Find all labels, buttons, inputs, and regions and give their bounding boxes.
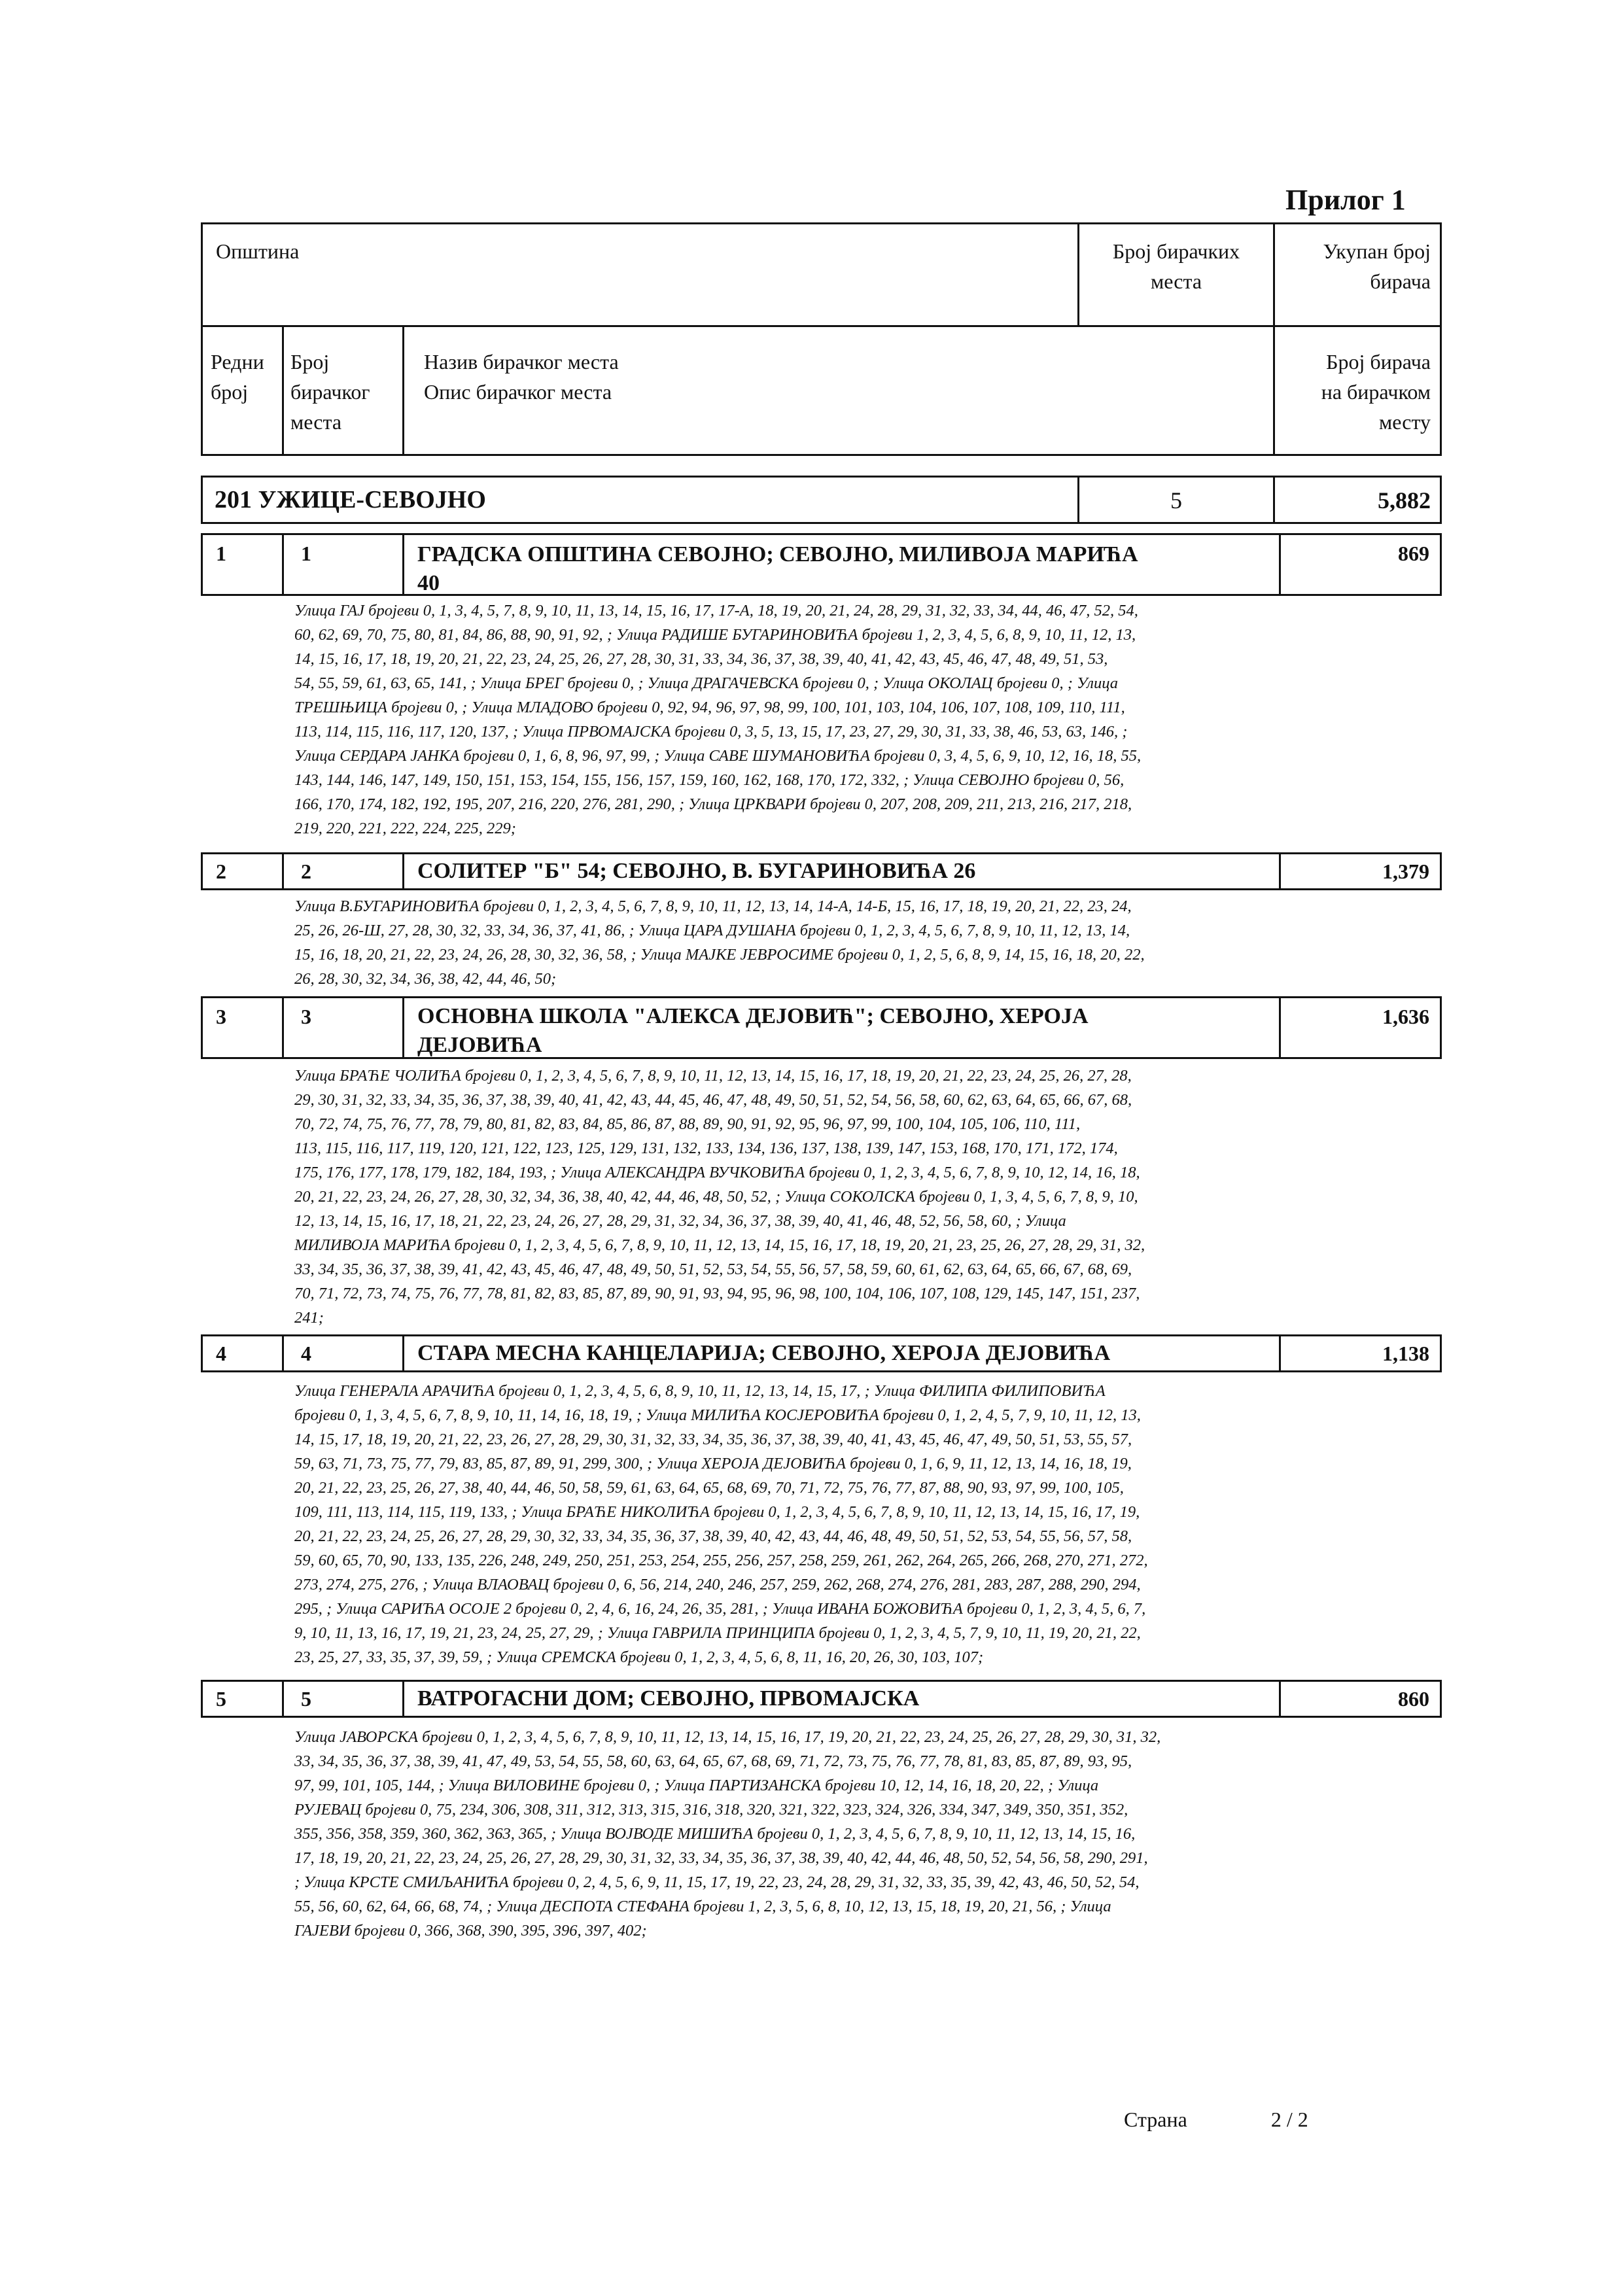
header-ordinal-label-1: Редни — [211, 350, 264, 374]
header-total-voters-label-2: бирача — [1370, 270, 1431, 293]
station-row — [201, 1680, 1442, 1718]
station-row — [201, 1334, 1442, 1372]
municipality-name: 201 УЖИЦЕ-СЕВОЈНО — [215, 486, 486, 513]
station-voters: 1,379 — [1382, 860, 1429, 883]
station-row — [201, 533, 1442, 596]
page-number: 2 / 2 — [1270, 2108, 1308, 2131]
station-ordinal: 3 — [216, 1005, 226, 1028]
station-number: 5 — [301, 1687, 311, 1711]
station-name: ВАТРОГАСНИ ДОМ; СЕВОЈНО, ПРВОМАЈСКА — [417, 1686, 920, 1711]
station-description: Улица БРАЋЕ ЧОЛИЋА бројеви 0, 1, 2, 3, 4, 5, 6, 7, 8, 9, 10, 11, 12, 13, 14, 15, 16, 17, 18, 19, 20, 21, 22, 23, 24, 25, 26, 27, 28, 29, 30, 31, 32, 33, 34, 35, 36, 37, 38, 39, 40, 41, 42, 43, 44, 45, 46, 47, 48, 49, 50, 51, 52, 54, 56, 58, 60, 62, 63, 64, 65, 66, 67, 68, 70, 72, 74, 75, 76, 77, 78, 79, 80, 81, 82, 83, 84, 85, 86, 87, 88, 89, 90, 91, 92, 95, 96, 97, 99, 100, 104, 105, 106, 110, 111, 113, 115, 116, 117, 119, 120, 121, 122, 123, 125, 129, 131, 132, 133, 134, 136, 137, 138, 139, 147, 153, 168, 170, 171, 172, 174, 175, 176, 177, 178, 179, 182, 184, 193, ; Улица АЛЕКСАНДРА ВУЧКОВИЋА бројеви 0, 1, 2, 3, 4, 5, 6, 7, 8, 9, 10, 12, 14, 16, 18, 20, 21, 22, 23, 24, 26, 27, 28, 30, 32, 34, 36, 38, 40, 42, 44, 46, 48, 50, 52, ; Улица СОКОЛСКА бројеви 0, 1, 3, 4, 5, 6, 7, 8, 9, 10, 12, 13, 14, 15, 16, 17, 18, 21, 22, 23, 24, 26, 27, 28, 29, 31, 32, 34, 36, 37, 38, 39, 40, 41, 46, 48, 52, 56, 58, 60, ; Улица МИЛИВОЈА МАРИЋА бројеви 0, 1, 2, 3, 4, 5, 6, 7, 8, 9, 10, 11, 12, 13, 14, 15, 16, 17, 18, 19, 20, 21, 23, 25, 26, 27, 28, 29, 31, 32, 33, 34, 35, 36, 37, 38, 39, 41, 42, 43, 45, 46, 47, 48, 49, 50, 51, 52, 53, 54, 55, 56, 57, 58, 59, 60, 61, 62, 63, 64, 65, 66, 67, 68, 69, 70, 71, 72, 73, 74, 75, 76, 77, 78, 81, 82, 83, 85, 87, 89, 90, 91, 93, 94, 95, 96, 98, 100, 104, 106, 107, 108, 129, 145, 147, 151, 237, 241; — [294, 1067, 1145, 1327]
header-municipality-row — [201, 222, 1442, 327]
station-voters: 1,636 — [1382, 1005, 1429, 1028]
station-name: ОСНОВНА ШКОЛА "АЛЕКСА ДЕЈОВИЋ"; СЕВОЈНО, ХЕРОЈА ДЕЈОВИЋА — [417, 1004, 1089, 1057]
header-ordinal-label-2: број — [211, 380, 249, 404]
station-number: 2 — [301, 860, 311, 883]
station-ordinal: 5 — [216, 1687, 226, 1711]
header-voters-label-3: месту — [1378, 410, 1431, 434]
station-voters: 860 — [1398, 1687, 1429, 1711]
page-indicator — [1124, 2108, 1308, 2132]
station-description: Улица ЈАВОРСКА бројеви 0, 1, 2, 3, 4, 5, 6, 7, 8, 9, 10, 11, 12, 13, 14, 15, 16, 17, 19, 20, 21, 22, 23, 24, 25, 26, 27, 28, 29, 30, 31, 32, 33, 34, 35, 36, 37, 38, 39, 41, 47, 49, 53, 54, 55, 58, 60, 63, 64, 65, 67, 68, 69, 71, 72, 73, 75, 76, 77, 78, 81, 83, 85, 87, 89, 93, 95, 97, 99, 101, 105, 144, ; Улица ВИЛОВИНЕ бројеви 0, ; Улица ПАРТИЗАНСКА бројеви 10, 12, 14, 16, 18, 20, 22, ; Улица РУЈЕВАЦ бројеви 0, 75, 234, 306, 308, 311, 312, 313, 315, 316, 318, 320, 321, 322, 323, 324, 326, 334, 347, 349, 350, 351, 352, 355, 356, 358, 359, 360, 362, 363, 365, ; Улица ВОЈВОДЕ МИШИЋА бројеви 0, 1, 2, 3, 4, 5, 6, 7, 8, 9, 10, 11, 12, 13, 14, 15, 16, 17, 18, 19, 20, 21, 22, 23, 24, 25, 26, 27, 28, 29, 30, 31, 32, 33, 34, 35, 36, 37, 38, 39, 40, 42, 44, 46, 48, 50, 52, 54, 56, 58, 290, 291, ; Улица КРСТЕ СМИЉАНИЋА бројеви 0, 2, 4, 5, 6, 9, 11, 15, 17, 19, 22, 23, 24, 28, 29, 31, 32, 33, 35, 39, 42, 43, 46, 50, 52, 54, 55, 56, 60, 62, 64, 66, 68, 74, ; Улица ДЕСПОТА СТЕФАНА бројеви 1, 2, 3, 5, 6, 8, 10, 12, 13, 15, 18, 19, 20, 21, 56, ; Улица ГАЈЕВИ бројеви 0, 366, 368, 390, 395, 396, 397, 402; — [294, 1728, 1161, 1939]
header-columns-row — [201, 325, 1442, 456]
station-description: Улица ГЕНЕРАЛА АРАЧИЋА бројеви 0, 1, 2, 3, 4, 5, 6, 8, 9, 10, 11, 12, 13, 14, 15, 17, ; Улица ФИЛИПА ФИЛИПОВИЋА бројеви 0, 1, 3, 4, 5, 6, 7, 8, 9, 10, 11, 14, 16, 18, 19, ; Улица МИЛИЋА КОСЈЕРОВИЋА бројеви 0, 1, 2, 4, 5, 7, 9, 10, 11, 12, 13, 14, 15, 17, 18, 19, 20, 21, 22, 23, 26, 27, 28, 29, 30, 31, 32, 33, 34, 35, 36, 37, 38, 39, 40, 41, 43, 45, 46, 47, 49, 50, 51, 53, 55, 57, 59, 63, 71, 73, 75, 77, 79, 83, 85, 87, 89, 91, 299, 300, ; Улица ХЕРОЈА ДЕЈОВИЋА бројеви 0, 1, 6, 9, 11, 12, 13, 14, 16, 18, 19, 20, 21, 22, 23, 25, 26, 27, 38, 40, 44, 46, 50, 58, 59, 61, 63, 64, 65, 68, 69, 70, 71, 72, 75, 76, 77, 87, 88, 90, 93, 97, 99, 100, 105, 109, 111, 113, 114, 115, 119, 133, ; Улица БРАЋЕ НИКОЛИЋА бројеви 0, 1, 2, 3, 4, 5, 6, 7, 8, 9, 10, 11, 12, 13, 14, 15, 16, 17, 19, 20, 21, 22, 23, 24, 25, 26, 27, 28, 29, 30, 32, 33, 34, 35, 36, 37, 38, 39, 40, 42, 43, 44, 46, 48, 49, 50, 51, 52, 53, 54, 55, 56, 57, 58, 59, 60, 65, 70, 90, 133, 135, 226, 248, 249, 250, 251, 253, 254, 255, 256, 257, 258, 259, 261, 262, 264, 265, 266, 268, 270, 271, 272, 273, 274, 275, 276, ; Улица ВЛАОВАЦ бројеви 0, 6, 56, 214, 240, 246, 257, 259, 262, 268, 274, 276, 281, 283, 287, 288, 290, 294, 295, ; Улица САРИЋА ОСОЈЕ 2 бројеви 0, 2, 4, 6, 16, 24, 26, 35, 281, ; Улица ИВАНА БОЖОВИЋА бројеви 0, 1, 2, 3, 4, 5, 6, 7, 9, 10, 11, 13, 16, 17, 19, 21, 23, 24, 25, 27, 29, ; Улица ГАВРИЛА ПРИНЦИПА бројеви 0, 1, 2, 3, 4, 5, 7, 9, 10, 11, 19, 20, 21, 22, 23, 25, 27, 33, 35, 37, 39, 59, ; Улица СРЕМСКА бројеви 0, 1, 2, 3, 4, 5, 6, 8, 11, 16, 20, 26, 30, 103, 107; — [294, 1382, 1148, 1666]
header-voters-label-2: на бирачком — [1321, 380, 1431, 404]
header-municipality-label: Општина — [216, 239, 300, 263]
station-number: 4 — [301, 1342, 311, 1365]
station-ordinal: 4 — [216, 1342, 226, 1365]
station-voters: 1,138 — [1382, 1342, 1429, 1365]
header-polling-count-label-1: Број бирачких — [1112, 239, 1240, 263]
station-voters: 869 — [1398, 542, 1429, 565]
header-name-label: Назив бирачког места — [424, 350, 619, 374]
station-ordinal: 2 — [216, 860, 226, 883]
page-label: Страна — [1124, 2108, 1187, 2131]
station-name: СТАРА МЕСНА КАНЦЕЛАРИЈА; СЕВОЈНО, ХЕРОЈА ДЕЈОВИЋА — [417, 1341, 1111, 1365]
station-description: Улица В.БУГАРИНОВИЋА бројеви 0, 1, 2, 3, 4, 5, 6, 7, 8, 9, 10, 11, 12, 13, 14, 14-А, 14-Б, 15, 16, 17, 18, 19, 20, 21, 22, 23, 24, 25, 26, 26-Ш, 27, 28, 30, 32, 33, 34, 36, 37, 41, 86, ; Улица ЦАРА ДУШАНА бројеви 0, 1, 2, 3, 4, 5, 6, 7, 8, 9, 10, 11, 12, 13, 14, 15, 16, 18, 20, 21, 22, 23, 24, 26, 28, 30, 32, 36, 58, ; Улица МАЈКЕ ЈЕВРОСИМЕ бројеви 0, 1, 2, 5, 6, 8, 9, 14, 15, 16, 18, 20, 22, 26, 28, 30, 32, 34, 36, 38, 42, 44, 46, 50; — [294, 897, 1145, 988]
header-station-no-label-2: бирачког — [290, 380, 370, 404]
header-station-no-label-1: Број — [290, 350, 330, 374]
header-description-label: Опис бирачког места — [424, 380, 612, 404]
station-description: Улица ГАЈ бројеви 0, 1, 3, 4, 5, 7, 8, 9, 10, 11, 13, 14, 15, 16, 17, 17-А, 18, 19, 20, 21, 24, 28, 29, 31, 32, 33, 34, 44, 46, 47, 52, 54, 60, 62, 69, 70, 75, 80, 81, 84, 86, 88, 90, 91, 92, ; Улица РАДИШЕ БУГАРИНОВИЋА бројеви 1, 2, 3, 4, 5, 6, 8, 9, 10, 11, 12, 13, 14, 15, 16, 17, 18, 19, 20, 21, 22, 23, 24, 25, 26, 27, 28, 30, 31, 33, 34, 36, 37, 38, 39, 40, 41, 42, 43, 45, 46, 47, 48, 49, 51, 53, 54, 55, 59, 61, 63, 65, 141, ; Улица БРЕГ бројеви 0, ; Улица ДРАГАЧЕВСКА бројеви 0, ; Улица ОКОЛАЦ бројеви 0, ; Улица ТРЕШЊИЦА бројеви 0, ; Улица МЛАДОВО бројеви 0, 92, 94, 96, 97, 98, 99, 100, 101, 103, 104, 106, 107, 108, 109, 110, 111, 113, 114, 115, 116, 117, 120, 137, ; Улица ПРВОМАЈСКА бројеви 0, 3, 5, 13, 15, 17, 23, 27, 29, 30, 31, 33, 38, 46, 53, 63, 146, ; Улица СЕРДАРА ЈАНКА бројеви 0, 1, 6, 8, 96, 97, 99, ; Улица САВЕ ШУМАНОВИЋА бројеви 0, 3, 4, 5, 6, 9, 10, 12, 16, 18, 55, 143, 144, 146, 147, 149, 150, 151, 153, 154, 155, 156, 157, 159, 160, 162, 168, 170, 172, 332, ; Улица СЕВОЈНО бројеви 0, 56, 166, 170, 174, 182, 192, 195, 207, 216, 220, 276, 281, 290, ; Улица ЦРКВАРИ бројеви 0, 207, 208, 209, 211, 213, 216, 217, 218, 219, 220, 221, 222, 224, 225, 229; — [294, 602, 1142, 837]
station-number: 1 — [301, 542, 311, 565]
annex-label: Прилог 1 — [1285, 184, 1406, 216]
station-row — [201, 852, 1442, 890]
header-total-voters-label-1: Укупан број — [1323, 239, 1431, 263]
municipality-row — [201, 476, 1442, 524]
station-ordinal: 1 — [216, 542, 226, 565]
header-voters-label-1: Број бирача — [1326, 350, 1431, 374]
station-number: 3 — [301, 1005, 311, 1028]
station-name: СОЛИТЕР "Б" 54; СЕВОЈНО, В. БУГАРИНОВИЋА 26 — [417, 859, 976, 883]
municipality-stations-count: 5 — [1170, 487, 1182, 513]
station-name: ГРАДСКА ОПШТИНА СЕВОЈНО; СЕВОЈНО, МИЛИВОЈА МАРИЋА 40 — [417, 542, 1138, 595]
header-polling-count-label-2: места — [1150, 270, 1202, 293]
station-row — [201, 996, 1442, 1059]
municipality-total-voters: 5,882 — [1378, 487, 1431, 513]
header-station-no-label-3: места — [290, 410, 342, 434]
